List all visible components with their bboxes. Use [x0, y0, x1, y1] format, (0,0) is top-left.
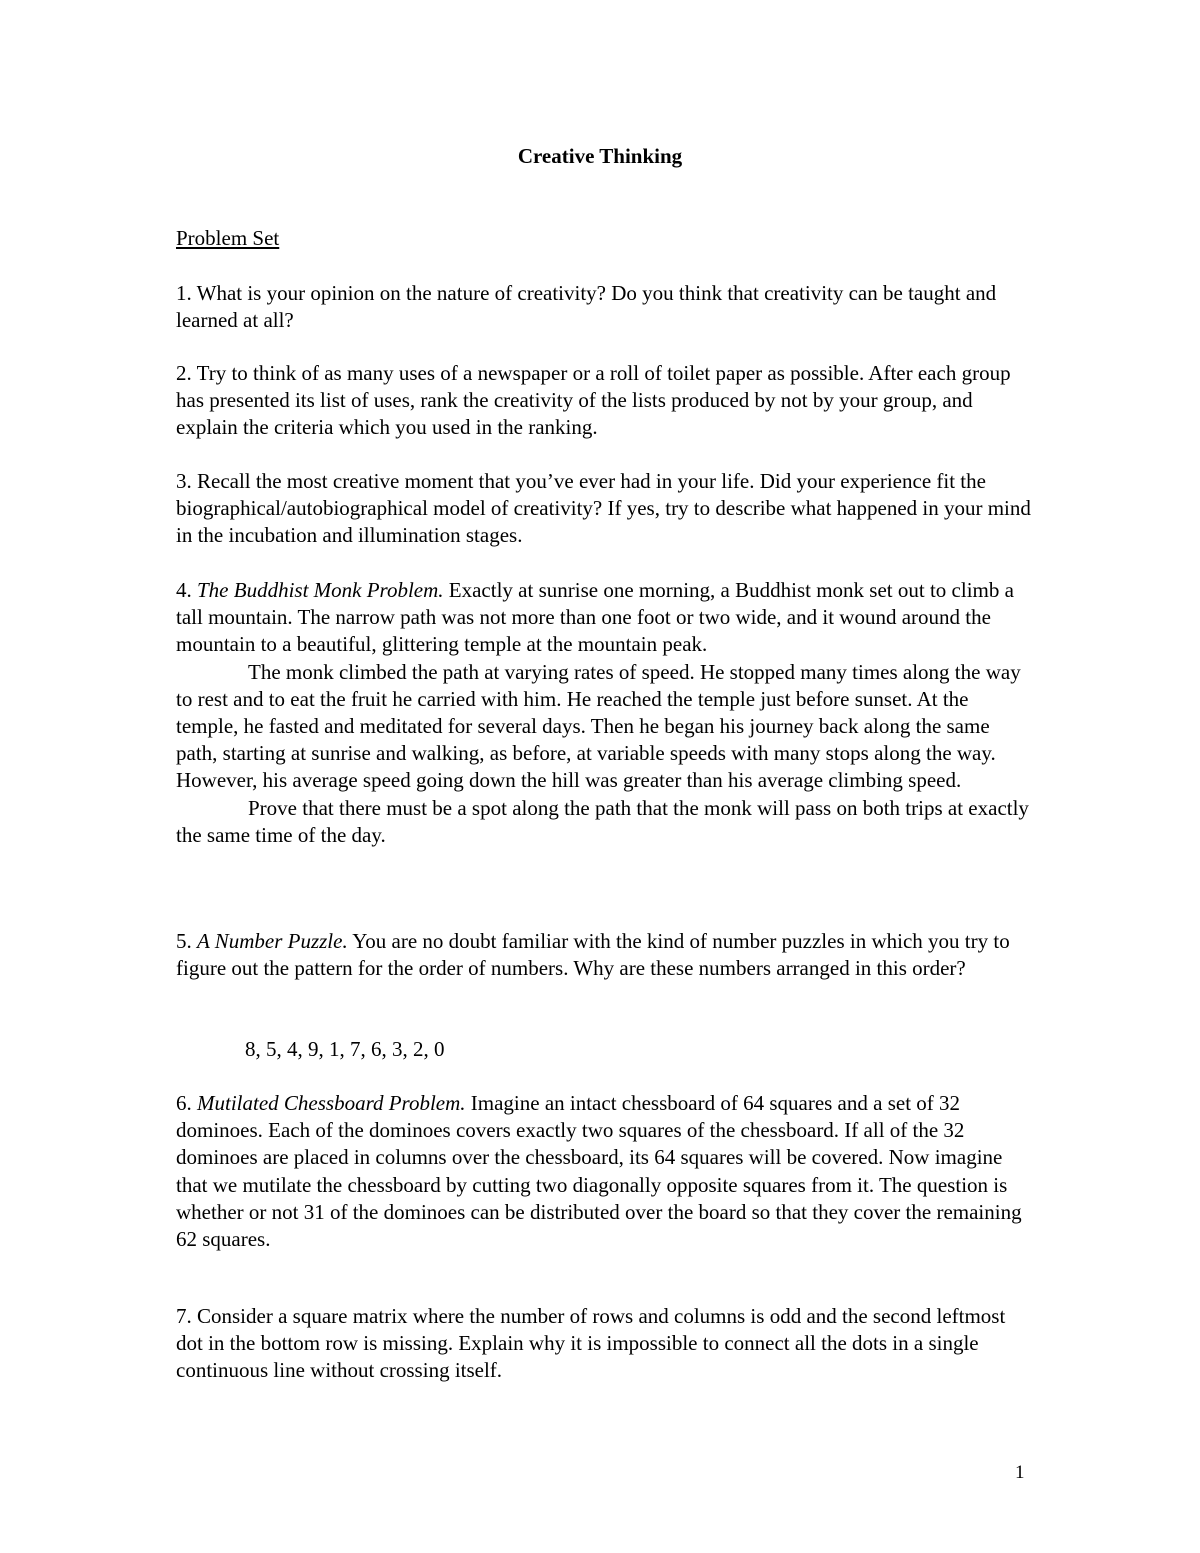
problem-4 — [176, 577, 1036, 849]
section-heading: Problem Set — [176, 226, 280, 250]
page-number: 1 — [1015, 1462, 1025, 1483]
problem-6-number: 6. — [176, 1091, 192, 1115]
number-sequence: 8, 5, 4, 9, 1, 7, 6, 3, 2, 0 — [245, 1037, 445, 1061]
problem-6-title: Mutilated Chessboard Problem. — [197, 1091, 466, 1115]
problem-5-title: A Number Puzzle. — [197, 929, 348, 953]
problem-1: 1. What is your opinion on the nature of creativity? Do you think that creativity can be taught and learned at all? — [176, 281, 997, 333]
problem-7: 7. Consider a square matrix where the number of rows and columns is odd and the second leftmost dot in the bottom row is missing. Explain why it is impossible to connect all the dots in a single continuous line without crossing itself. — [176, 1304, 1006, 1383]
problem-4-number: 4. — [176, 578, 192, 602]
problem-5-lead: You are no doubt familiar with the kind of number puzzles in which you try to figure out the pattern for the order of numbers. Why are these numbers arranged in this order? — [176, 929, 1010, 981]
problem-6 — [176, 1090, 1036, 1253]
problem-2: 2. Try to think of as many uses of a newspaper or a roll of toilet paper as possible. After each group has presented its list of uses, rank the creativity of the lists produced by not by your group, and explain the criteria which you used in the ranking. — [176, 361, 1011, 440]
problem-4-lead: Exactly at sunrise one morning, a Buddhist monk set out to climb a tall mountain. The narrow path was not more than one foot or two wide, and it wound around the mountain to a beautiful, glittering temple at the mountain peak. — [176, 578, 1014, 657]
problem-5-number: 5. — [176, 929, 192, 953]
problem-4-paragraph-3: Prove that there must be a spot along the path that the monk will pass on both trips at exactly the same time of the day. — [176, 795, 1029, 847]
problem-5 — [176, 928, 1036, 982]
problem-4-paragraph-2: The monk climbed the path at varying rates of speed. He stopped many times along the way to rest and to eat the fruit he carried with him. He reached the temple just before sunset. At the temple, he fasted and meditated for several days. Then he began his journey back along the same path, starting at sunrise and walking, as before, at variable speeds with many stops along the way. However, his average speed going down the hill was greater than his average climbing speed. — [176, 659, 1021, 793]
document-title: Creative Thinking — [517, 144, 683, 168]
problem-4-title: The Buddhist Monk Problem. — [197, 578, 444, 602]
problem-3: 3. Recall the most creative moment that you’ve ever had in your life. Did your experience fit the biographical/autobiographical model of creativity? If yes, try to describe what happened in your mind in the incubation and illumination stages. — [176, 469, 1031, 548]
problem-6-lead: Imagine an intact chessboard of 64 squares and a set of 32 dominoes. Each of the dominoes covers exactly two squares of the chessboard. If all of the 32 dominoes are placed in columns over the chessboard, its 64 squares will be covered. Now imagine that we mutilate the chessboard by cutting two diagonally opposite squares from it. The question is whether or not 31 of the dominoes can be distributed over the board so that they cover the remaining 62 squares. — [176, 1091, 1022, 1252]
